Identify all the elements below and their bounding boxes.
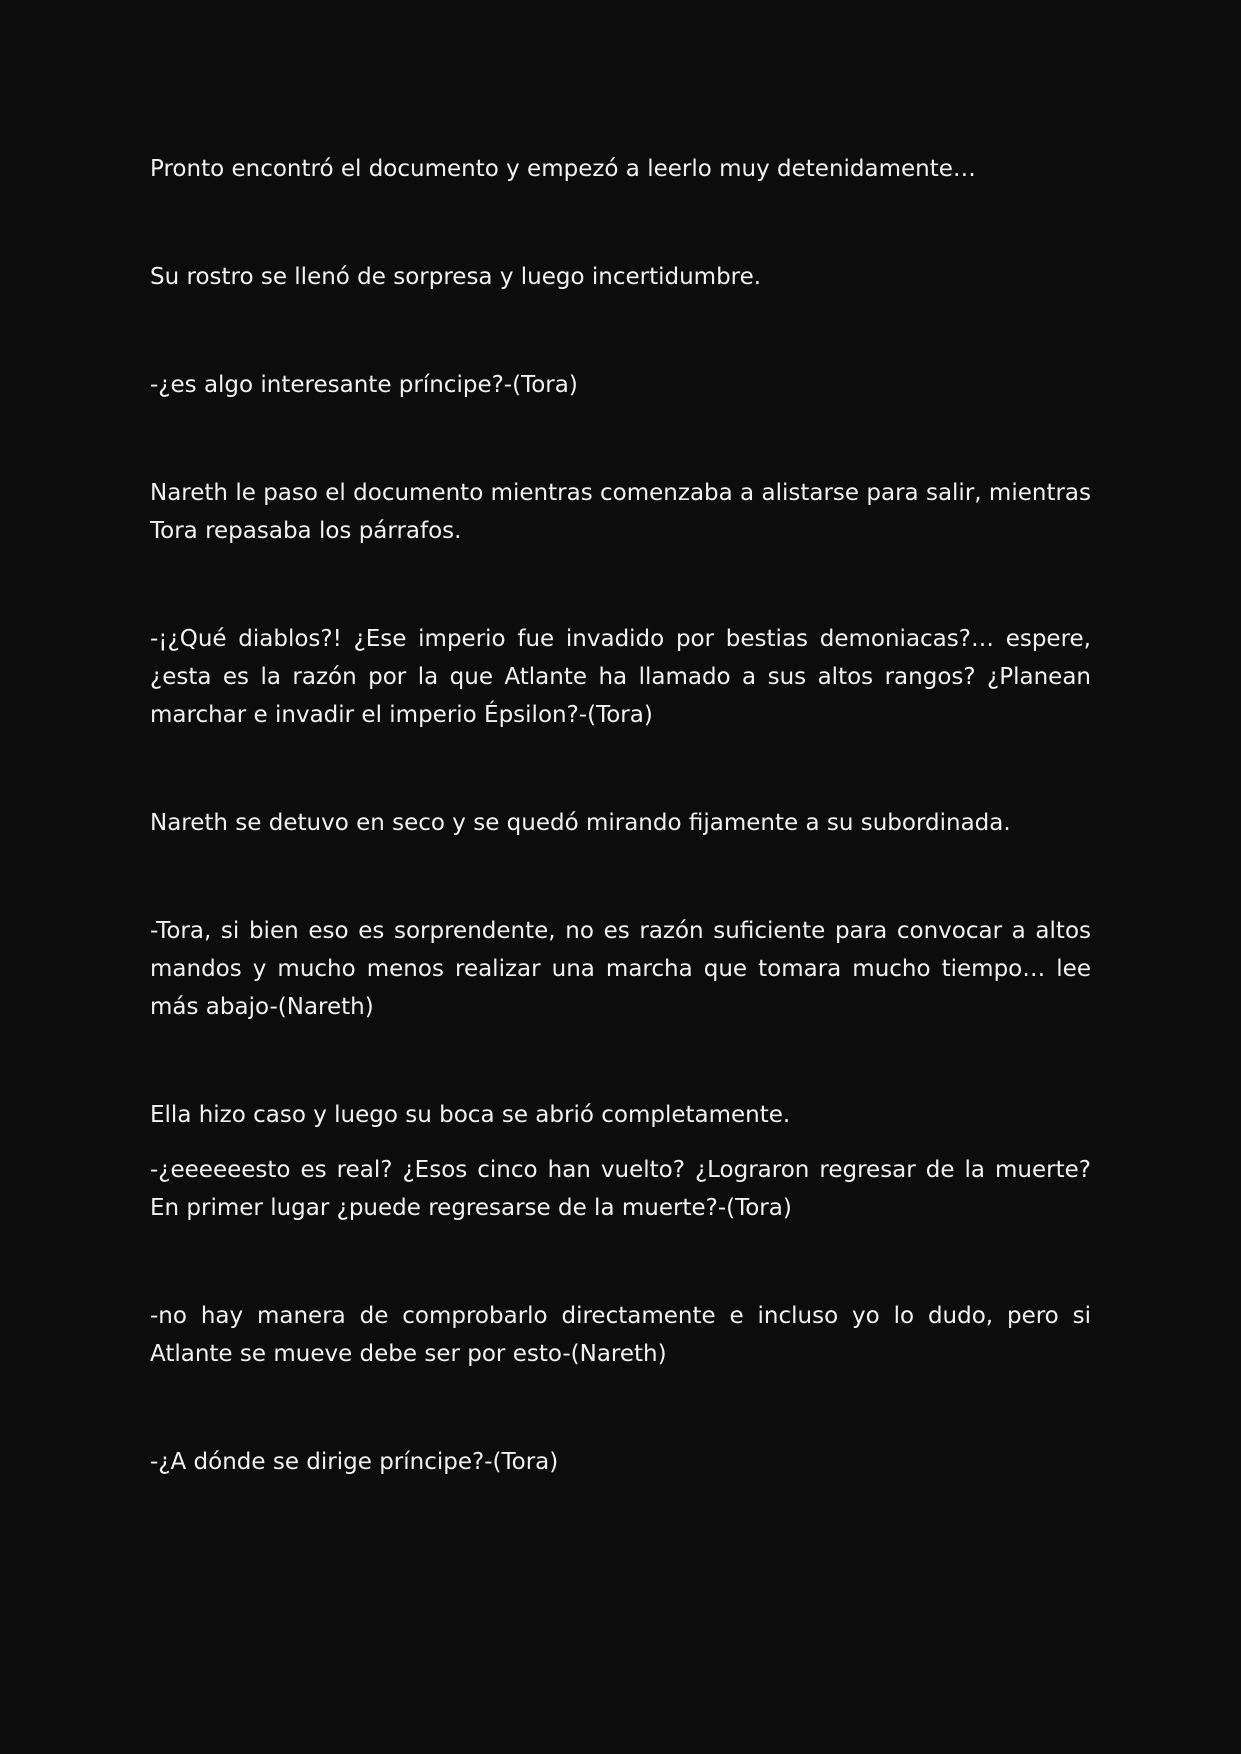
dialogue-line: -Tora, si bien eso es sorprendente, no es razón suficiente para convocar a altos mandos y mucho menos realizar una marcha que tomara mucho tiempo… lee más abajo-(Nareth) (150, 918, 1091, 1020)
dialogue-line: -¡¿Qué diablos?! ¿Ese imperio fue invadido por bestias demoniacas?… espere, ¿esta es la razón por la que Atlante ha llamado a sus altos rangos? ¿Planean marchar e invadir el imperio Épsilon?-(Tora) (150, 626, 1091, 728)
paragraph: Pronto encontró el documento y empezó a leerlo muy detenidamente… (150, 156, 976, 182)
dialogue-line: -¿es algo interesante príncipe?-(Tora) (150, 372, 578, 398)
dialogue-line: -¿eeeeeesto es real? ¿Esos cinco han vuelto? ¿Lograron regresar de la muerte? En primer lugar ¿puede regresarse de la muerte?-(Tora) (150, 1157, 1091, 1221)
dialogue-line: -¿A dónde se dirige príncipe?-(Tora) (150, 1449, 559, 1475)
dialogue-line: -no hay manera de comprobarlo directamente e incluso yo lo dudo, pero si Atlante se mueve debe ser por esto-(Nareth) (150, 1303, 1091, 1367)
text-body (150, 150, 1091, 1481)
paragraph: Ella hizo caso y luego su boca se abrió completamente. (150, 1102, 791, 1128)
paragraph: Su rostro se llenó de sorpresa y luego incertidumbre. (150, 264, 762, 290)
paragraph: Nareth le paso el documento mientras comenzaba a alistarse para salir, mientras Tora repasaba los párrafos. (150, 480, 1091, 544)
paragraph: Nareth se detuvo en seco y se quedó mirando fijamente a su subordinada. (150, 810, 1011, 836)
